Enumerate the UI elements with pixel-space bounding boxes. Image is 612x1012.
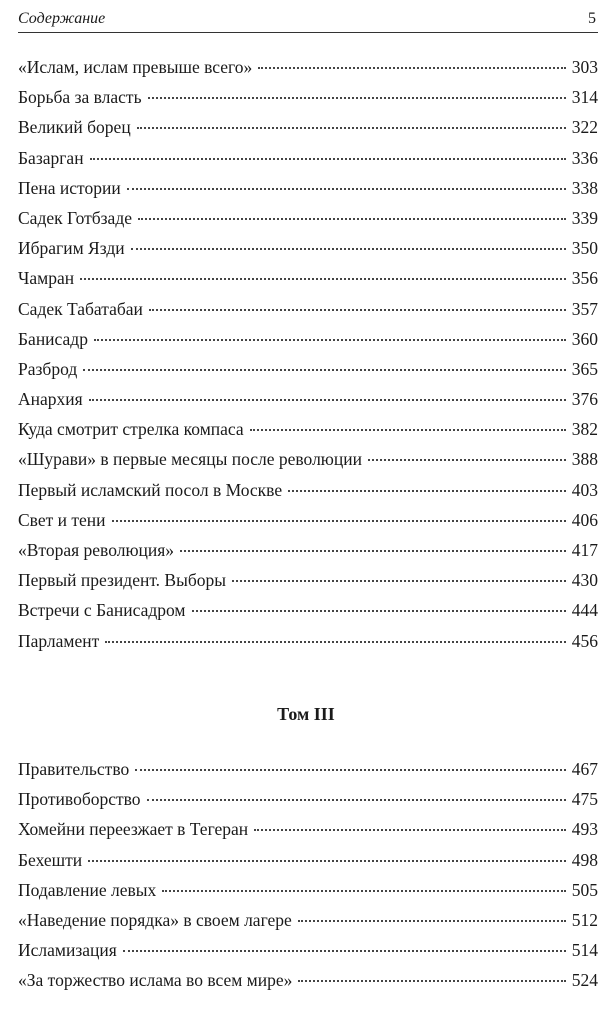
toc-entry-page: 512 (571, 909, 598, 930)
toc-entry (18, 419, 598, 449)
dot-leader (80, 278, 566, 280)
toc-list-part1 (18, 57, 598, 661)
toc-entry-page: 314 (571, 87, 598, 108)
toc-entry (18, 759, 598, 789)
toc-entry (18, 117, 598, 147)
toc-entry-page: 498 (571, 849, 598, 870)
toc-entry (18, 880, 598, 910)
toc-entry-page: 357 (571, 298, 598, 319)
dot-leader (298, 980, 565, 982)
toc-entry-title: Первый президент. Выборы (18, 570, 227, 591)
toc-entry (18, 359, 598, 389)
toc-entry-title: Первый исламский посол в Москве (18, 479, 283, 500)
dot-leader (83, 369, 566, 371)
dot-leader (147, 799, 566, 801)
dot-leader (232, 580, 566, 582)
toc-entry-page: 505 (571, 879, 598, 900)
toc-entry (18, 789, 598, 819)
toc-entry-page: 336 (571, 147, 598, 168)
dot-leader (112, 520, 566, 522)
toc-entry-page: 356 (571, 268, 598, 289)
toc-entry (18, 208, 598, 238)
toc-entry-page: 382 (571, 419, 598, 440)
dot-leader (162, 890, 566, 892)
toc-entry (18, 910, 598, 940)
toc-entry-title: Хомейни переезжает в Тегеран (18, 819, 249, 840)
toc-entry (18, 940, 598, 970)
toc-entry-page: 388 (571, 449, 598, 470)
dot-leader (127, 188, 566, 190)
dot-leader (148, 97, 566, 99)
page-number: 5 (588, 10, 596, 27)
toc-entry (18, 389, 598, 419)
dot-leader (135, 769, 566, 771)
toc-entry-title: Чамран (18, 268, 75, 289)
toc-entry (18, 600, 598, 630)
toc-entry (18, 510, 598, 540)
toc-entry (18, 970, 598, 1000)
toc-entry (18, 480, 598, 510)
toc-entry-title: «Шурави» в первые месяцы после революции (18, 449, 362, 470)
toc-entry (18, 238, 598, 268)
dot-leader (298, 920, 566, 922)
dot-leader (105, 641, 565, 643)
dot-leader (94, 339, 566, 341)
dot-leader (138, 218, 566, 220)
dot-leader (288, 490, 566, 492)
toc-entry-title: «Наведение порядка» в своем лагере (18, 909, 292, 930)
toc-entry-title: Парламент (18, 630, 100, 651)
section-title: Содержание (18, 10, 106, 27)
toc-entry (18, 178, 598, 208)
toc-entry (18, 268, 598, 298)
toc-entry-page: 430 (571, 570, 598, 591)
toc-entry (18, 570, 598, 600)
toc-entry-page: 514 (571, 940, 598, 961)
dot-leader (180, 550, 566, 552)
toc-entry-page: 417 (571, 540, 598, 560)
toc-entry-page: 444 (571, 600, 598, 621)
toc-entry-title: Борьба за власть (18, 87, 142, 108)
dot-leader (90, 158, 566, 160)
toc-entry-title: Противоборство (18, 789, 141, 810)
toc-entry-title: «Вторая революция» (18, 540, 175, 560)
toc-list-volume3 (18, 759, 598, 1001)
toc-entry-title: Исламизация (18, 940, 117, 961)
toc-entry (18, 449, 598, 479)
toc-entry-title: Садек Табатабаи (18, 298, 143, 319)
dot-leader (368, 459, 566, 461)
toc-entry (18, 631, 598, 661)
toc-entry (18, 87, 598, 117)
toc-entry (18, 299, 598, 329)
toc-entry-page: 365 (571, 358, 598, 379)
toc-entry-title: Правительство (18, 759, 130, 779)
toc-entry-page: 406 (571, 509, 598, 530)
toc-entry-title: Банисадр (18, 328, 88, 349)
dot-leader (250, 429, 566, 431)
toc-entry (18, 329, 598, 359)
toc-entry-title: Свет и тени (18, 509, 106, 530)
toc-entry-page: 322 (571, 117, 598, 138)
toc-entry-title: Великий борец (18, 117, 131, 138)
toc-entry-page: 339 (571, 207, 598, 228)
toc-entry-page: 456 (571, 630, 598, 651)
toc-entry-title: Садек Готбзаде (18, 207, 132, 228)
toc-entry (18, 148, 598, 178)
dot-leader (149, 309, 566, 311)
dot-leader (89, 399, 566, 401)
toc-entry (18, 540, 598, 570)
dot-leader (137, 127, 566, 129)
dot-leader (123, 950, 566, 952)
toc-entry-title: Бехешти (18, 849, 83, 870)
dot-leader (88, 860, 566, 862)
toc-entry-page: 524 (571, 970, 598, 991)
toc-entry-page: 403 (571, 479, 598, 500)
toc-entry-page: 493 (571, 819, 598, 840)
toc-entry-title: Подавление левых (18, 879, 157, 900)
volume-heading: Том III (277, 704, 335, 724)
toc-entry-title: Ибрагим Язди (18, 238, 125, 259)
toc-entry-title: Анархия (18, 389, 83, 410)
toc-entry-title: Базарган (18, 147, 84, 168)
toc-entry (18, 819, 598, 849)
running-head (18, 8, 598, 33)
dot-leader (254, 829, 566, 831)
toc-entry-title: Куда смотрит стрелка компаса (18, 419, 244, 440)
dot-leader (258, 67, 566, 69)
toc-entry-page: 350 (571, 238, 598, 259)
toc-entry-title: «Ислам, ислам превыше всего» (18, 57, 253, 77)
toc-entry (18, 57, 598, 87)
toc-entry (18, 850, 598, 880)
toc-entry-title: Разброд (18, 358, 78, 379)
toc-entry-title: Пена истории (18, 177, 121, 198)
toc-entry-page: 467 (571, 759, 598, 779)
toc-entry-page: 338 (571, 177, 598, 198)
toc-entry-page: 360 (571, 328, 598, 349)
toc-entry-page: 475 (571, 789, 598, 810)
dot-leader (192, 610, 566, 612)
toc-entry-title: Встречи с Банисадром (18, 600, 186, 621)
toc-entry-page: 303 (571, 57, 598, 77)
dot-leader (131, 248, 566, 250)
toc-entry-page: 376 (571, 389, 598, 410)
toc-entry-title: «За торжество ислама во всем мире» (18, 970, 293, 991)
